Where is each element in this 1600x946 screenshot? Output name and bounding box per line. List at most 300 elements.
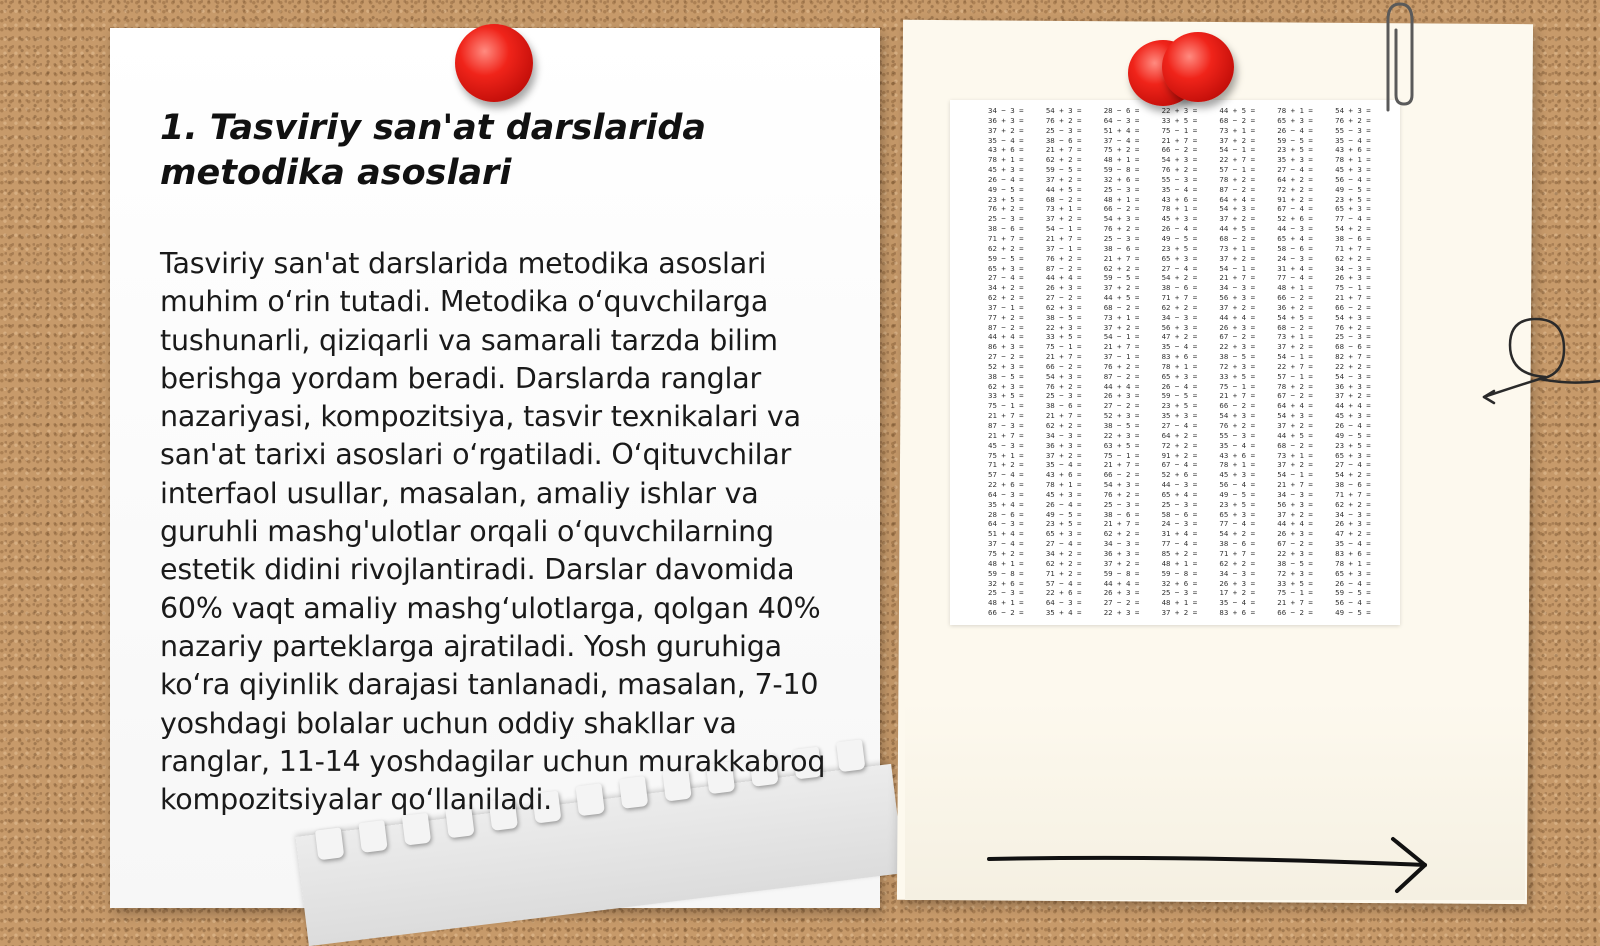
push-pin-icon [455, 24, 533, 102]
worksheet-problem: 23 + 5 = [1045, 519, 1082, 529]
worksheet-problem: 71 + 2 = [988, 460, 1024, 470]
worksheet-problem: 44 + 4 = [1277, 519, 1313, 529]
worksheet-problem: 54 + 3 = [1335, 106, 1371, 115]
worksheet-problem: 44 + 5 = [1219, 224, 1256, 234]
worksheet-problem: 33 + 5 = [1161, 115, 1198, 125]
worksheet-problem: 34 − 3 = [1161, 312, 1198, 322]
worksheet-problem: 37 − 1 = [1045, 243, 1082, 253]
worksheet-problem: 37 + 2 = [1277, 421, 1313, 430]
worksheet-problem: 35 − 4 = [1219, 598, 1256, 608]
worksheet-column [1335, 106, 1388, 618]
worksheet-problem: 44 + 4 = [1219, 312, 1256, 322]
worksheet-problem: 75 − 1 = [1277, 588, 1313, 598]
worksheet-problem: 35 + 3 = [1277, 155, 1313, 165]
worksheet-problem: 67 − 2 = [1277, 539, 1313, 549]
worksheet-problem: 54 + 3 = [1045, 371, 1082, 381]
worksheet-problem: 76 + 2 = [1045, 381, 1082, 391]
worksheet-problem: 23 + 5 = [1161, 243, 1198, 253]
worksheet-problem: 34 − 3 = [1103, 539, 1140, 549]
worksheet-problem: 78 + 1 = [1045, 480, 1082, 490]
worksheet-problem: 64 − 3 = [1045, 598, 1082, 608]
worksheet-problem: 66 − 2 = [988, 608, 1024, 618]
worksheet-problem: 62 + 2 = [1161, 302, 1198, 312]
worksheet-problem: 26 + 3 = [1219, 578, 1256, 588]
worksheet-problem: 91 + 2 = [1161, 450, 1198, 460]
worksheet-problem: 54 − 1 = [1045, 224, 1082, 234]
worksheet-problem: 72 + 2 = [1161, 440, 1198, 450]
worksheet-problem: 17 + 2 = [1219, 588, 1256, 598]
worksheet-problem: 35 + 4 = [1045, 608, 1082, 618]
worksheet-problem: 26 − 4 = [1335, 578, 1371, 588]
worksheet-problem: 75 − 1 = [988, 401, 1024, 411]
worksheet-problem: 68 − 6 = [1335, 342, 1371, 352]
worksheet-problem: 34 − 3 = [1335, 509, 1371, 519]
worksheet-problem: 44 − 3 = [1161, 480, 1198, 490]
worksheet-problem: 87 − 2 = [1219, 184, 1256, 194]
worksheet-problem: 37 + 2 = [1103, 322, 1140, 332]
worksheet-problem: 34 − 3 = [1219, 283, 1256, 293]
worksheet-problem: 54 + 3 = [1335, 312, 1371, 322]
worksheet-problem: 37 − 1 = [1103, 352, 1140, 362]
worksheet-problem: 56 + 3 = [1219, 293, 1256, 303]
paper-clip-icon [1378, 0, 1418, 120]
worksheet-problem: 76 + 2 = [1335, 115, 1371, 125]
worksheet-problem: 35 + 3 = [1161, 411, 1198, 421]
worksheet-problem: 59 − 8 = [1161, 568, 1198, 578]
worksheet-problem: 62 + 2 = [1103, 263, 1140, 273]
math-worksheet [950, 100, 1400, 625]
worksheet-problem: 28 − 6 = [988, 509, 1024, 519]
worksheet-problem: 43 + 6 = [1335, 145, 1371, 155]
worksheet-problem: 76 + 2 = [988, 204, 1024, 214]
worksheet-problem: 36 + 3 = [1103, 548, 1140, 558]
worksheet-problem: 64 + 2 = [1161, 430, 1198, 440]
worksheet-problem: 56 − 4 = [1219, 480, 1256, 490]
worksheet-problem: 56 − 4 = [1335, 598, 1371, 608]
worksheet-problem: 26 + 3 = [1335, 519, 1371, 529]
worksheet-problem: 48 + 1 = [1103, 155, 1140, 165]
worksheet-problem: 44 + 4 = [1335, 401, 1371, 411]
worksheet-problem: 66 − 2 = [1277, 608, 1313, 618]
worksheet-problem: 32 + 6 = [1161, 578, 1198, 588]
worksheet-problem: 27 − 2 = [1103, 598, 1140, 608]
worksheet-problem: 22 + 3 = [1045, 322, 1082, 332]
worksheet-problem: 58 − 6 = [1277, 243, 1313, 253]
worksheet-problem: 21 + 7 = [1103, 460, 1140, 470]
worksheet-problem: 54 + 3 = [1103, 214, 1140, 224]
worksheet-problem: 78 + 1 = [1277, 106, 1313, 115]
worksheet-problem: 25 − 3 = [1103, 233, 1140, 243]
worksheet-problem: 71 + 7 = [1335, 489, 1371, 499]
worksheet-problem: 45 − 3 = [988, 440, 1024, 450]
worksheet-problem: 26 − 4 = [1335, 421, 1371, 430]
worksheet-problem: 71 + 7 = [1219, 548, 1256, 558]
worksheet-problem: 49 − 5 = [988, 184, 1024, 194]
worksheet-problem: 38 − 6 = [1103, 243, 1140, 253]
worksheet-problem: 38 − 6 = [1335, 480, 1371, 490]
worksheet-problem: 54 + 5 = [1277, 312, 1313, 322]
worksheet-problem: 54 + 2 = [1219, 529, 1256, 539]
worksheet-problem: 32 + 6 = [1103, 174, 1140, 184]
worksheet-problem: 37 − 4 = [1103, 135, 1140, 145]
worksheet-problem: 54 − 1 = [1219, 145, 1256, 155]
worksheet-problem: 37 + 2 = [1045, 214, 1082, 224]
worksheet-problem: 27 − 4 = [1161, 421, 1198, 430]
worksheet-problem: 66 − 2 = [1161, 145, 1198, 155]
worksheet-problem: 33 + 5 = [1277, 578, 1313, 588]
worksheet-problem: 62 + 2 = [988, 243, 1024, 253]
worksheet-problem: 87 − 2 = [988, 322, 1024, 332]
worksheet-problem: 59 − 5 = [988, 253, 1024, 263]
worksheet-problem: 65 + 3 = [1161, 253, 1198, 263]
worksheet-problem: 49 − 5 = [1219, 489, 1256, 499]
worksheet-problem: 26 + 3 = [1045, 283, 1082, 293]
worksheet-problem: 52 + 6 = [1277, 214, 1313, 224]
worksheet-problem: 38 − 6 = [988, 224, 1024, 234]
worksheet-problem: 38 − 5 = [1045, 312, 1082, 322]
worksheet-problem: 25 − 3 = [988, 588, 1024, 598]
worksheet-problem: 27 − 4 = [1045, 539, 1082, 549]
worksheet-problem: 76 + 2 = [1103, 489, 1140, 499]
worksheet-problem: 78 + 1 = [1335, 558, 1371, 568]
worksheet-problem: 34 − 3 = [1335, 263, 1371, 273]
worksheet-problem: 21 + 7 = [1045, 352, 1082, 362]
worksheet-problem: 75 − 1 = [1161, 125, 1198, 135]
worksheet-problem: 25 − 3 = [1103, 499, 1140, 509]
worksheet-problem: 65 + 3 = [988, 263, 1024, 273]
worksheet-problem: 21 + 7 = [988, 430, 1024, 440]
worksheet-problem: 72 + 3 = [1277, 568, 1313, 578]
worksheet-problem: 67 − 2 = [1219, 332, 1256, 342]
worksheet-problem: 59 − 5 = [1103, 273, 1140, 283]
worksheet-grid [988, 106, 1388, 618]
worksheet-problem: 43 + 6 = [1045, 470, 1082, 480]
worksheet-problem: 36 + 3 = [1045, 440, 1082, 450]
worksheet-problem: 76 + 2 = [1045, 115, 1082, 125]
worksheet-problem: 87 − 2 = [1045, 263, 1082, 273]
worksheet-problem: 48 + 1 = [988, 558, 1024, 568]
worksheet-problem: 26 + 3 = [1277, 529, 1313, 539]
worksheet-problem: 21 + 7 = [1045, 411, 1082, 421]
worksheet-problem: 34 − 3 = [1219, 568, 1256, 578]
worksheet-problem: 54 + 3 = [1219, 204, 1256, 214]
worksheet-problem: 36 + 3 = [988, 115, 1024, 125]
worksheet-problem: 22 + 6 = [1045, 588, 1082, 598]
worksheet-problem: 37 + 2 = [1219, 302, 1256, 312]
worksheet-problem: 49 − 5 = [1335, 184, 1371, 194]
worksheet-problem: 75 + 1 = [988, 450, 1024, 460]
worksheet-problem: 73 + 1 = [1219, 243, 1256, 253]
worksheet-problem: 38 − 5 = [988, 371, 1024, 381]
worksheet-problem: 37 + 2 = [1277, 342, 1313, 352]
worksheet-problem: 77 − 4 = [1335, 214, 1371, 224]
worksheet-problem: 34 + 2 = [988, 283, 1024, 293]
worksheet-problem: 54 + 3 = [1219, 411, 1256, 421]
worksheet-problem: 22 + 3 = [1103, 430, 1140, 440]
worksheet-problem: 87 − 2 = [1103, 371, 1140, 381]
worksheet-problem: 54 − 1 = [1277, 470, 1313, 480]
worksheet-problem: 37 + 2 = [1103, 283, 1140, 293]
worksheet-problem: 36 + 3 = [1335, 381, 1371, 391]
worksheet-problem: 76 + 2 = [1045, 253, 1082, 263]
worksheet-problem: 25 − 3 = [1103, 184, 1140, 194]
worksheet-problem: 65 + 3 = [1335, 204, 1371, 214]
worksheet-problem: 44 + 5 = [1277, 430, 1313, 440]
worksheet-problem: 77 − 4 = [1219, 519, 1256, 529]
worksheet-problem: 66 − 2 = [1103, 204, 1140, 214]
worksheet-problem: 73 + 1 = [1277, 332, 1313, 342]
worksheet-problem: 62 + 2 = [988, 293, 1024, 303]
worksheet-problem: 63 + 5 = [1103, 440, 1140, 450]
worksheet-problem: 44 − 3 = [1277, 224, 1313, 234]
worksheet-problem: 31 + 4 = [1277, 263, 1313, 273]
worksheet-problem: 35 − 4 = [988, 135, 1024, 145]
worksheet-problem: 73 + 1 = [1103, 312, 1140, 322]
worksheet-problem: 23 + 5 = [988, 194, 1024, 204]
worksheet-problem: 34 − 3 = [1045, 430, 1082, 440]
worksheet-problem: 65 + 4 = [1277, 233, 1313, 243]
worksheet-problem: 21 + 7 = [988, 411, 1024, 421]
worksheet-problem: 36 + 2 = [1277, 302, 1313, 312]
worksheet-problem: 25 − 3 = [1161, 588, 1198, 598]
worksheet-problem: 66 − 2 = [1335, 302, 1371, 312]
worksheet-problem: 44 + 4 = [1103, 381, 1140, 391]
worksheet-column [1219, 106, 1272, 618]
worksheet-problem: 68 − 2 = [1277, 440, 1313, 450]
worksheet-problem: 38 − 5 = [1277, 558, 1313, 568]
worksheet-problem: 62 + 2 = [1045, 155, 1082, 165]
worksheet-problem: 54 + 2 = [1335, 470, 1371, 480]
worksheet-problem: 57 − 1 = [1277, 371, 1313, 381]
worksheet-problem: 78 + 2 = [1219, 174, 1256, 184]
worksheet-problem: 38 − 6 = [1103, 509, 1140, 519]
push-pin-icon [1162, 32, 1234, 102]
worksheet-column [1162, 106, 1215, 618]
worksheet-problem: 72 + 2 = [1277, 184, 1313, 194]
worksheet-problem: 62 + 2 = [1335, 499, 1371, 509]
slide-body-text: Tasviriy san'at darslarida metodika asoslari muhim o‘rin tutadi. Metodika o‘quvchilarga tushunarli, qiziqarli va samarali tarzda bilim berishga yordam beradi. Darslarda ranglar nazariyasi, kompozitsiya, tasvir texnikalari va san'at tarixi asoslari o‘rgatiladi. O‘qituvchilar interfaol usullar, masalan, amaliy ishlar va guruhli mashg'ulotlar orqali o‘quvchilarning estetik didini rivojlantiradi. Darslar davomida 60% vaqt amaliy mashg‘ulotlarga, qolgan 40% nazariy parteklarga ajratiladi. Yosh guruhiga ko‘ra qiyinlik darajasi tanlanadi, masalan, 7-10 yoshdagi bolalar uchun oddiy shakllar va ranglar, 11-14 yoshdagilar uchun murakkabroq kompozitsiyalar qo‘llaniladi. [160, 247, 826, 817]
worksheet-problem: 44 + 5 = [1103, 293, 1140, 303]
worksheet-problem: 27 − 4 = [988, 273, 1024, 283]
worksheet-problem: 27 − 2 = [1103, 401, 1140, 411]
worksheet-problem: 68 − 2 = [1219, 115, 1256, 125]
worksheet-problem: 38 − 6 = [1045, 135, 1082, 145]
worksheet-column [1046, 106, 1099, 618]
worksheet-problem: 91 + 2 = [1277, 194, 1313, 204]
worksheet-problem: 31 + 4 = [1161, 529, 1198, 539]
worksheet-problem: 66 − 2 = [1045, 361, 1082, 371]
worksheet-problem: 35 − 4 = [1161, 342, 1198, 352]
worksheet-problem: 54 + 3 = [1103, 480, 1140, 490]
worksheet-problem: 48 + 1 = [1161, 558, 1198, 568]
worksheet-problem: 45 + 3 = [988, 165, 1024, 175]
worksheet-problem: 66 − 2 = [1219, 401, 1256, 411]
worksheet-problem: 21 + 7 = [1103, 519, 1140, 529]
worksheet-problem: 28 − 6 = [1103, 106, 1140, 115]
worksheet-problem: 71 + 7 = [1335, 243, 1371, 253]
worksheet-problem: 47 + 2 = [1335, 529, 1371, 539]
worksheet-problem: 78 + 2 = [1277, 381, 1313, 391]
worksheet-problem: 62 + 3 = [1045, 302, 1082, 312]
worksheet-problem: 26 + 3 = [1103, 391, 1140, 401]
worksheet-problem: 64 − 3 = [988, 519, 1024, 529]
worksheet-problem: 65 + 3 = [1335, 450, 1371, 460]
worksheet-problem: 62 + 2 = [1045, 558, 1082, 568]
worksheet-problem: 21 + 7 = [1045, 145, 1082, 155]
worksheet-problem: 54 + 3 = [1045, 106, 1082, 115]
worksheet-problem: 33 + 5 = [1045, 332, 1082, 342]
worksheet-problem: 58 − 6 = [1161, 509, 1198, 519]
worksheet-problem: 78 + 1 = [1335, 155, 1371, 165]
worksheet-problem: 43 + 6 = [1161, 194, 1198, 204]
worksheet-problem: 64 + 4 = [1219, 194, 1256, 204]
worksheet-problem: 21 + 7 = [1161, 135, 1198, 145]
worksheet-problem: 33 + 5 = [1219, 371, 1256, 381]
worksheet-problem: 37 + 2 = [1277, 460, 1313, 470]
worksheet-problem: 83 + 6 = [1219, 608, 1256, 618]
worksheet-problem: 25 − 3 = [1161, 499, 1198, 509]
worksheet-problem: 37 + 2 = [1045, 174, 1082, 184]
worksheet-column [1277, 106, 1330, 618]
worksheet-problem: 27 − 2 = [988, 352, 1024, 362]
worksheet-problem: 54 − 1 = [1219, 263, 1256, 273]
worksheet-problem: 78 + 1 = [1161, 361, 1198, 371]
worksheet-problem: 77 + 2 = [988, 312, 1024, 322]
worksheet-problem: 83 + 6 = [1335, 548, 1371, 558]
worksheet-problem: 37 + 2 = [1161, 608, 1198, 618]
worksheet-problem: 27 − 4 = [1277, 165, 1313, 175]
worksheet-problem: 52 + 3 = [988, 361, 1024, 371]
worksheet-problem: 27 − 4 = [1161, 263, 1198, 273]
worksheet-problem: 75 − 1 = [1103, 450, 1140, 460]
worksheet-problem: 37 + 2 = [1335, 391, 1371, 401]
worksheet-problem: 65 + 3 = [1219, 509, 1256, 519]
worksheet-problem: 21 + 7 = [1103, 342, 1140, 352]
worksheet-problem: 66 − 2 = [1103, 470, 1140, 480]
worksheet-problem: 45 + 3 = [1335, 165, 1371, 175]
worksheet-problem: 21 + 7 = [1277, 480, 1313, 490]
worksheet-problem: 25 − 3 = [1335, 332, 1371, 342]
worksheet-problem: 77 − 4 = [1161, 539, 1198, 549]
worksheet-problem: 75 + 2 = [988, 548, 1024, 558]
worksheet-problem: 48 + 1 = [1277, 283, 1313, 293]
worksheet-problem: 59 − 5 = [1045, 165, 1082, 175]
worksheet-problem: 65 + 3 = [1277, 115, 1313, 125]
worksheet-problem: 54 + 3 = [1161, 155, 1198, 165]
worksheet-problem: 27 − 2 = [1045, 293, 1082, 303]
torn-tab [358, 820, 387, 853]
worksheet-problem: 68 − 2 = [1045, 194, 1082, 204]
worksheet-problem: 75 − 1 = [1219, 381, 1256, 391]
worksheet-problem: 54 − 1 = [1277, 352, 1313, 362]
worksheet-problem: 75 + 2 = [1103, 145, 1140, 155]
worksheet-problem: 44 + 4 = [1103, 578, 1140, 588]
worksheet-problem: 22 + 3 = [1277, 548, 1313, 558]
worksheet-column [1104, 106, 1157, 618]
worksheet-problem: 48 + 1 = [1161, 598, 1198, 608]
worksheet-problem: 38 − 5 = [1103, 421, 1140, 430]
worksheet-problem: 65 + 3 = [1161, 371, 1198, 381]
worksheet-problem: 78 + 1 = [988, 155, 1024, 165]
worksheet-problem: 49 − 5 = [1335, 608, 1371, 618]
worksheet-problem: 34 + 2 = [1045, 548, 1082, 558]
worksheet-problem: 35 − 4 = [1219, 440, 1256, 450]
worksheet-problem: 49 − 5 = [1045, 509, 1082, 519]
worksheet-problem: 25 − 3 = [1045, 125, 1082, 135]
slide-heading: 1. Tasviriy san'at darslarida metodika asoslari [160, 108, 707, 193]
worksheet-problem: 26 − 4 = [1277, 125, 1313, 135]
worksheet-problem: 52 + 6 = [1161, 470, 1198, 480]
torn-tab [836, 739, 865, 772]
worksheet-problem: 35 − 4 = [1161, 184, 1198, 194]
worksheet-problem: 26 − 4 = [1161, 381, 1198, 391]
worksheet-problem: 67 − 4 = [1277, 204, 1313, 214]
worksheet-column [988, 106, 1041, 618]
worksheet-problem: 37 + 2 = [1045, 450, 1082, 460]
worksheet-problem: 71 + 2 = [1045, 568, 1082, 578]
worksheet-problem: 26 + 3 = [1219, 322, 1256, 332]
worksheet-problem: 59 − 5 = [1161, 391, 1198, 401]
worksheet-problem: 21 + 7 = [1335, 293, 1371, 303]
worksheet-problem: 55 − 3 = [1335, 125, 1371, 135]
worksheet-problem: 62 + 2 = [1045, 421, 1082, 430]
worksheet-problem: 35 − 4 = [1335, 135, 1371, 145]
worksheet-problem: 22 + 7 = [1277, 361, 1313, 371]
worksheet-problem: 38 − 6 = [1045, 401, 1082, 411]
worksheet-problem: 23 + 5 = [1219, 499, 1256, 509]
worksheet-problem: 45 + 3 = [1045, 489, 1082, 499]
string-loop-icon [1480, 315, 1600, 405]
worksheet-problem: 37 + 2 = [1277, 509, 1313, 519]
worksheet-problem: 59 − 8 = [1103, 165, 1140, 175]
worksheet-problem: 37 − 1 = [988, 302, 1024, 312]
worksheet-problem: 64 − 3 = [988, 489, 1024, 499]
worksheet-problem: 68 − 2 = [1219, 233, 1256, 243]
worksheet-problem: 44 + 4 = [1045, 273, 1082, 283]
worksheet-problem: 62 + 2 = [1335, 253, 1371, 263]
worksheet-problem: 82 + 7 = [1335, 352, 1371, 362]
worksheet-problem: 54 + 3 = [1277, 411, 1313, 421]
worksheet-problem: 22 + 2 = [1335, 361, 1371, 371]
worksheet-problem: 21 + 7 = [1045, 233, 1082, 243]
worksheet-problem: 76 + 2 = [1103, 224, 1140, 234]
worksheet-problem: 37 − 4 = [988, 539, 1024, 549]
worksheet-problem: 49 − 5 = [1335, 430, 1371, 440]
worksheet-problem: 48 + 1 = [1103, 194, 1140, 204]
worksheet-problem: 21 + 7 = [1103, 253, 1140, 263]
worksheet-problem: 43 + 6 = [988, 145, 1024, 155]
worksheet-problem: 76 + 2 = [1335, 322, 1371, 332]
worksheet-problem: 66 − 2 = [1277, 293, 1313, 303]
worksheet-problem: 68 − 2 = [1277, 322, 1313, 332]
worksheet-problem: 64 + 4 = [1277, 401, 1313, 411]
worksheet-problem: 38 − 6 = [1161, 283, 1198, 293]
worksheet-problem: 47 + 2 = [1161, 332, 1198, 342]
worksheet-problem: 76 + 2 = [1219, 421, 1256, 430]
worksheet-problem: 33 + 5 = [988, 391, 1024, 401]
worksheet-problem: 23 + 5 = [1335, 440, 1371, 450]
worksheet-problem: 26 + 3 = [1335, 273, 1371, 283]
worksheet-problem: 65 + 3 = [1045, 529, 1082, 539]
worksheet-problem: 22 + 7 = [1219, 155, 1256, 165]
worksheet-problem: 24 − 3 = [1277, 253, 1313, 263]
worksheet-problem: 26 + 3 = [1103, 588, 1140, 598]
worksheet-problem: 45 + 3 = [1219, 470, 1256, 480]
worksheet-problem: 56 + 3 = [1277, 499, 1313, 509]
worksheet-problem: 26 − 4 = [988, 174, 1024, 184]
worksheet-problem: 59 − 5 = [1277, 135, 1313, 145]
worksheet-problem: 21 + 7 = [1219, 391, 1256, 401]
